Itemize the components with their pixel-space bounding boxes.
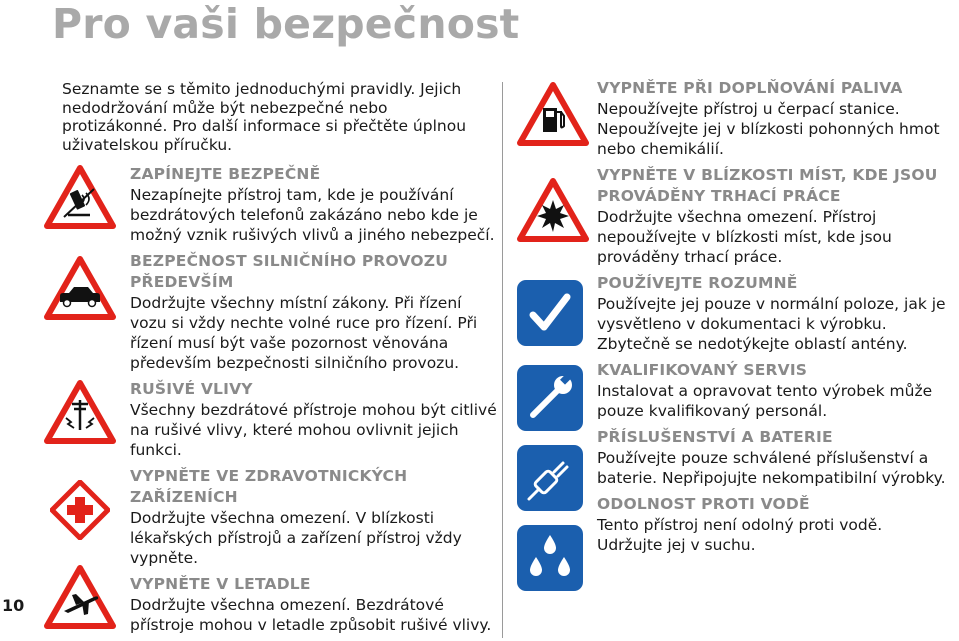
airplane-icon [44,565,116,629]
section-aircraft [130,574,498,635]
section-heading: KVALIFIKOVANÝ SERVIS [597,361,808,379]
section-blasting [597,165,947,267]
section-accessories [597,427,947,488]
section-text: Dodržujte všechna omezení. V blízkosti lékařských přístrojů a zařízení přístroj vždy vypněte. [130,509,462,567]
section-text: Tento přístroj není odolný proti vodě. Udržujte jej v suchu. [597,516,883,554]
section-heading: VYPNĚTE V BLÍZKOSTI MÍST, KDE JSOU PROVÁDĚNY TRHACÍ PRÁCE [597,166,938,205]
car-icon [44,256,116,320]
left-column [130,164,498,641]
section-heading: ZAPÍNEJTE BEZPEČNĚ [130,165,321,183]
section-heading: RUŠIVÉ VLIVY [130,380,253,398]
section-qualified-service [597,360,947,421]
section-text: Všechny bezdrátové přístroje mohou být citlivé na rušivé vlivy, které mohou ovlivnit jejich funkci. [130,401,497,459]
section-refuelling [597,78,947,159]
section-switch-on-safely [130,164,498,245]
section-text: Nezapínejte přístroj tam, kde je používání bezdrátových telefonů zakázáno nebo kde je možný vznik rušivých vlivů a jiného nebezpečí. [130,186,495,244]
page-title: Pro vaši bezpečnost [52,0,520,48]
section-heading: BEZPEČNOST SILNIČNÍHO PROVOZU PŘEDEVŠÍM [130,252,449,291]
section-use-sensibly [597,273,947,354]
interference-icon [44,380,116,444]
section-text: Nepoužívejte přístroj u čerpací stanice. Nepoužívejte jej v blízkosti pohonných hmot nebo chemikálií. [597,100,940,158]
section-heading: PŘÍSLUŠENSTVÍ A BATERIE [597,428,833,446]
fuel-pump-icon [517,82,589,146]
section-text: Používejte jej pouze v normální poloze, jak je vysvětleno v dokumentaci k výrobku. Zbytečně se nedotýkejte oblastí antény. [597,295,946,353]
section-heading: POUŽÍVEJTE ROZUMNĚ [597,274,798,292]
section-heading: VYPNĚTE VE ZDRAVOTNICKÝCH ZAŘÍZENÍCH [130,467,408,506]
section-water-resistance [597,494,947,555]
section-text: Dodržujte všechny místní zákony. Při řízení vozu si vždy nechte volné ruce pro řízení. Při řízení musí být vaše pozornost věnována především bezpečnosti silničního provozu. [130,294,478,372]
intro-paragraph: Seznamte se s těmito jednoduchými pravidly. Jejich nedodržování může být nebezpečné nebo protizákonné. Pro další informace si přečtěte úplnou uživatelskou příručku. [62,80,467,154]
section-text: Dodržujte všechna omezení. Přístroj nepoužívejte v blízkosti míst, kde jsou prováděny trhací práce. [597,208,892,266]
section-interference [130,379,498,460]
medical-cross-icon [50,480,110,540]
column-divider [502,82,503,638]
section-road-safety [130,251,498,373]
water-drops-icon [517,525,583,591]
right-column [597,78,947,561]
section-heading: VYPNĚTE PŘI DOPLŇOVÁNÍ PALIVA [597,79,903,97]
checkmark-icon [517,280,583,346]
page-number: 10 [2,596,25,615]
section-text: Používejte pouze schválené příslušenství a baterie. Nepřipojujte nekompatibilní výrobky. [597,449,946,487]
section-text: Dodržujte všechna omezení. Bezdrátové přístroje mohou v letadle způsobit rušivé vlivy. [130,596,492,634]
section-text: Instalovat a opravovat tento výrobek může pouze kvalifikovaný personál. [597,382,933,420]
accessory-plug-icon [517,445,583,511]
no-phone-icon [44,165,116,229]
wrench-icon [517,365,583,431]
section-heading: ODOLNOST PROTI VODĚ [597,495,810,513]
section-hospitals [130,466,498,568]
section-heading: VYPNĚTE V LETADLE [130,575,311,593]
explosion-icon [517,178,589,242]
